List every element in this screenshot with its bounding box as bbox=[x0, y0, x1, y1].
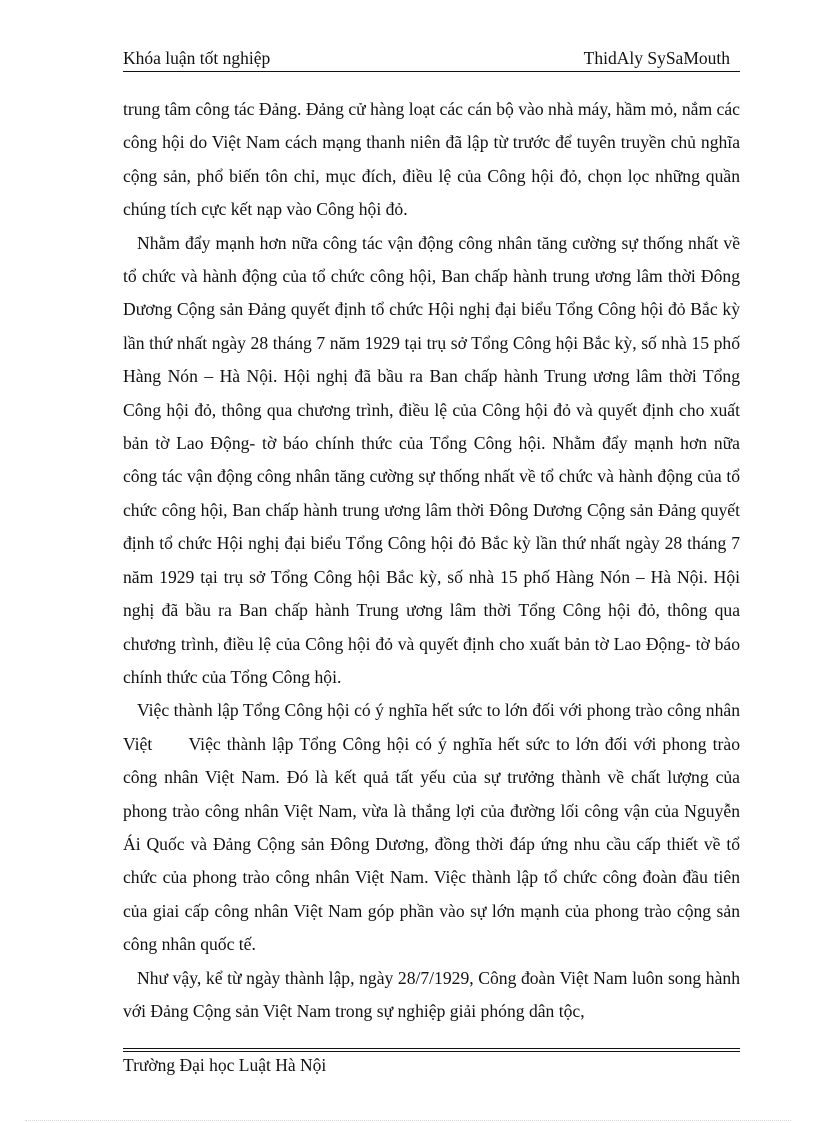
page-edge-divider bbox=[25, 1120, 791, 1121]
paragraph: Nhằm đẩy mạnh hơn nữa công tác vận động công nhân tăng cường sự thống nhất về tổ chức và hành động của tổ chức công hội, Ban chấp hành trung ương lâm thời Đông Dương Cộng sản Đảng quyết định tổ chức Hội nghị đại biểu Tổng Công hội đỏ Bắc kỳ lần thứ nhất ngày 28 tháng 7 năm 1929 tại trụ sở Tổng Công hội Bắc kỳ, số nhà 15 phố Hàng Nón – Hà Nội. Hội nghị đã bầu ra Ban chấp hành Trung ương lâm thời Tổng Công hội đỏ, thông qua chương trình, điều lệ của Công hội đỏ và quyết định cho xuất bản tờ Lao Động- tờ báo chính thức của Tổng Công hội. Nhằm đẩy mạnh hơn nữa công tác vận động công nhân tăng cường sự thống nhất về tổ chức và hành động của tổ chức công hội, Ban chấp hành trung ương lâm thời Đông Dương Cộng sản Đảng quyết định tổ chức Hội nghị đại biểu Tổng Công hội đỏ Bắc kỳ lần thứ nhất ngày 28 tháng 7 năm 1929 tại trụ sở Tổng Công hội Bắc kỳ, số nhà 15 phố Hàng Nón – Hà Nội. Hội nghị đã bầu ra Ban chấp hành Trung ương lâm thời Tổng Công hội đỏ, thông qua chương trình, điều lệ của Công hội đỏ và quyết định cho xuất bản tờ Lao Động- tờ báo chính thức của Tổng Công hội. bbox=[123, 232, 740, 687]
footer-rule-top bbox=[123, 1048, 740, 1049]
paragraph: Việc thành lập Tổng Công hội có ý nghĩa hết sức to lớn đối với phong trào công nhân Việt Việc thành lập Tổng Công hội có ý nghĩa hết sức to lớn đối với phong trào công nhân Việt Nam. Đó là kết quả tất yếu của sự trưởng thành về chất lượng của phong trào công nhân Việt Nam, vừa là thắng lợi của đường lối công vận của Nguyễn Ái Quốc và Đảng Cộng sản Đông Dương, đồng thời đáp ứng nhu cầu cấp thiết về tổ chức của phong trào công nhân Việt Nam. Việc thành lập tổ chức công đoàn đầu tiên của giai cấp công nhân Việt Nam góp phần vào sự lớn mạnh của phong trào cộng sản công nhân quốc tế. bbox=[123, 700, 745, 955]
paragraph: trung tâm công tác Đảng. Đảng cử hàng loạt các cán bộ vào nhà máy, hầm mỏ, nắm các công hội do Việt Nam cách mạng thanh niên đã lập từ trước để tuyên truyền chủ nghĩa cộng sản, phổ biến tôn chỉ, mục đích, điều lệ của Công hội đỏ, chọn lọc những quần chúng tích cực kết nạp vào Công hội đỏ. bbox=[123, 99, 740, 220]
footer-university-name: Trường Đại học Luật Hà Nội bbox=[123, 1055, 327, 1075]
header-author-name: ThidAly SySaMouth bbox=[583, 48, 730, 68]
body-text bbox=[123, 93, 745, 1028]
footer-rule-bottom bbox=[123, 1051, 740, 1052]
header-thesis-label: Khóa luận tốt nghiệp bbox=[123, 48, 271, 68]
paragraph: Như vậy, kể từ ngày thành lập, ngày 28/7/1929, Công đoàn Việt Nam luôn song hành với Đảng Cộng sản Việt Nam trong sự nghiệp giải phóng dân tộc, bbox=[123, 967, 740, 1021]
header-rule bbox=[123, 71, 740, 72]
